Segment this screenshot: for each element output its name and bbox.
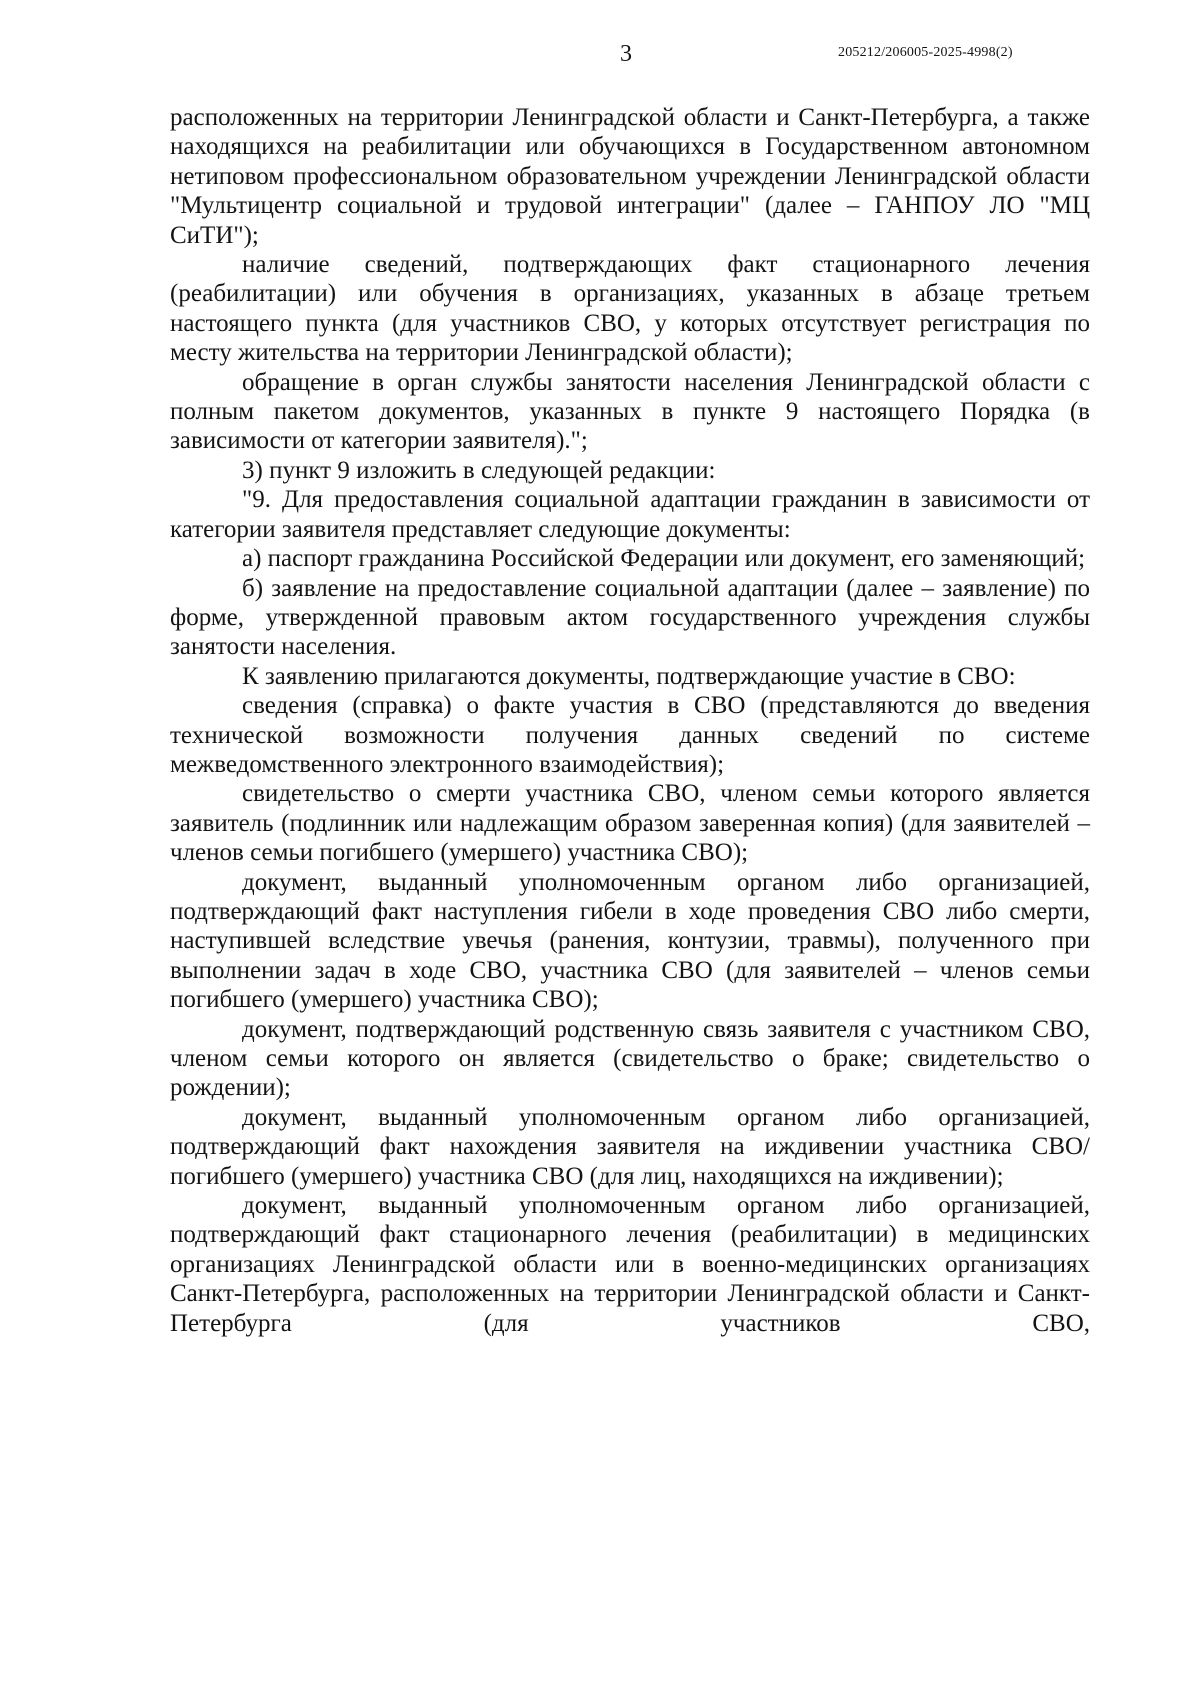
paragraph: расположенных на территории Ленинградской области и Санкт-Петербурга, а также находящихся на реабилитации или обучающихся в Государственном автономном нетиповом профессиональном образовательном учреждении Ленинградской области "Мультицентр социальной и трудовой интеграции" (далее – ГАНПОУ ЛО "МЦ СиТИ"); <box>170 104 1090 249</box>
paragraph: обращение в орган службы занятости населения Ленинградской области с полным пакетом документов, указанных в пункте 9 настоящего Порядка (в зависимости от категории заявителя)."; <box>170 368 1090 455</box>
paragraph: сведения (справка) о факте участия в СВО (представляются до введения технической возможности получения данных сведений по системе межведомственного электронного взаимодействия); <box>170 692 1090 778</box>
paragraph: а) паспорт гражданина Российской Федерации или документ, его заменяющий; <box>242 545 1086 573</box>
page-number: 3 <box>620 41 632 67</box>
paragraph: документ, выданный уполномоченным органом либо организацией, подтверждающий факт наступления гибели в ходе проведения СВО либо смерти, наступившей вследствие увечья (ранения, контузии, травмы), полученного при выполнении задач в ходе СВО, участника СВО (для заявителей – членов семьи погибшего (умершего) участника СВО); <box>170 868 1090 1014</box>
paragraph: б) заявление на предоставление социальной адаптации (далее – заявление) по форме, утвержденной правовым актом государственного учреждения службы занятости населения. <box>170 574 1090 661</box>
paragraph: документ, выданный уполномоченным органом либо организацией, подтверждающий факт нахождения заявителя на иждивении участника СВО/погибшего (умершего) участника СВО (для лиц, находящихся на иждивении); <box>170 1103 1090 1190</box>
document-body <box>170 103 1090 1338</box>
paragraph: 3) пункт 9 изложить в следующей редакции: <box>242 456 716 484</box>
paragraph: наличие сведений, подтверждающих факт стационарного лечения (реабилитации) или обучения в организациях, указанных в абзаце третьем настоящего пункта (для участников СВО, у которых отсутствует регистрация по месту жительства на территории Ленинградской области); <box>170 251 1090 367</box>
document-id: 205212/206005-2025-4998(2) <box>838 45 1013 60</box>
paragraph: "9. Для предоставления социальной адаптации гражданин в зависимости от категории заявителя представляет следующие документы: <box>170 486 1090 543</box>
paragraph: документ, выданный уполномоченным органом либо организацией, подтверждающий факт стационарного лечения (реабилитации) в медицинских организациях Ленинградской области или в военно-медицинских организациях Санкт-Петербурга, расположенных на территории Ленинградской области и Санкт-Петербурга (для участников СВО, <box>170 1192 1090 1337</box>
paragraph: документ, подтверждающий родственную связь заявителя с участником СВО, членом семьи которого он является (свидетельство о браке; свидетельство о рождении); <box>170 1015 1090 1102</box>
paragraph: К заявлению прилагаются документы, подтверждающие участие в СВО: <box>242 662 1016 690</box>
paragraph: свидетельство о смерти участника СВО, членом семьи которого является заявитель (подлинник или надлежащим образом заверенная копия) (для заявителей – членов семьи погибшего (умершего) участника СВО); <box>170 780 1090 867</box>
